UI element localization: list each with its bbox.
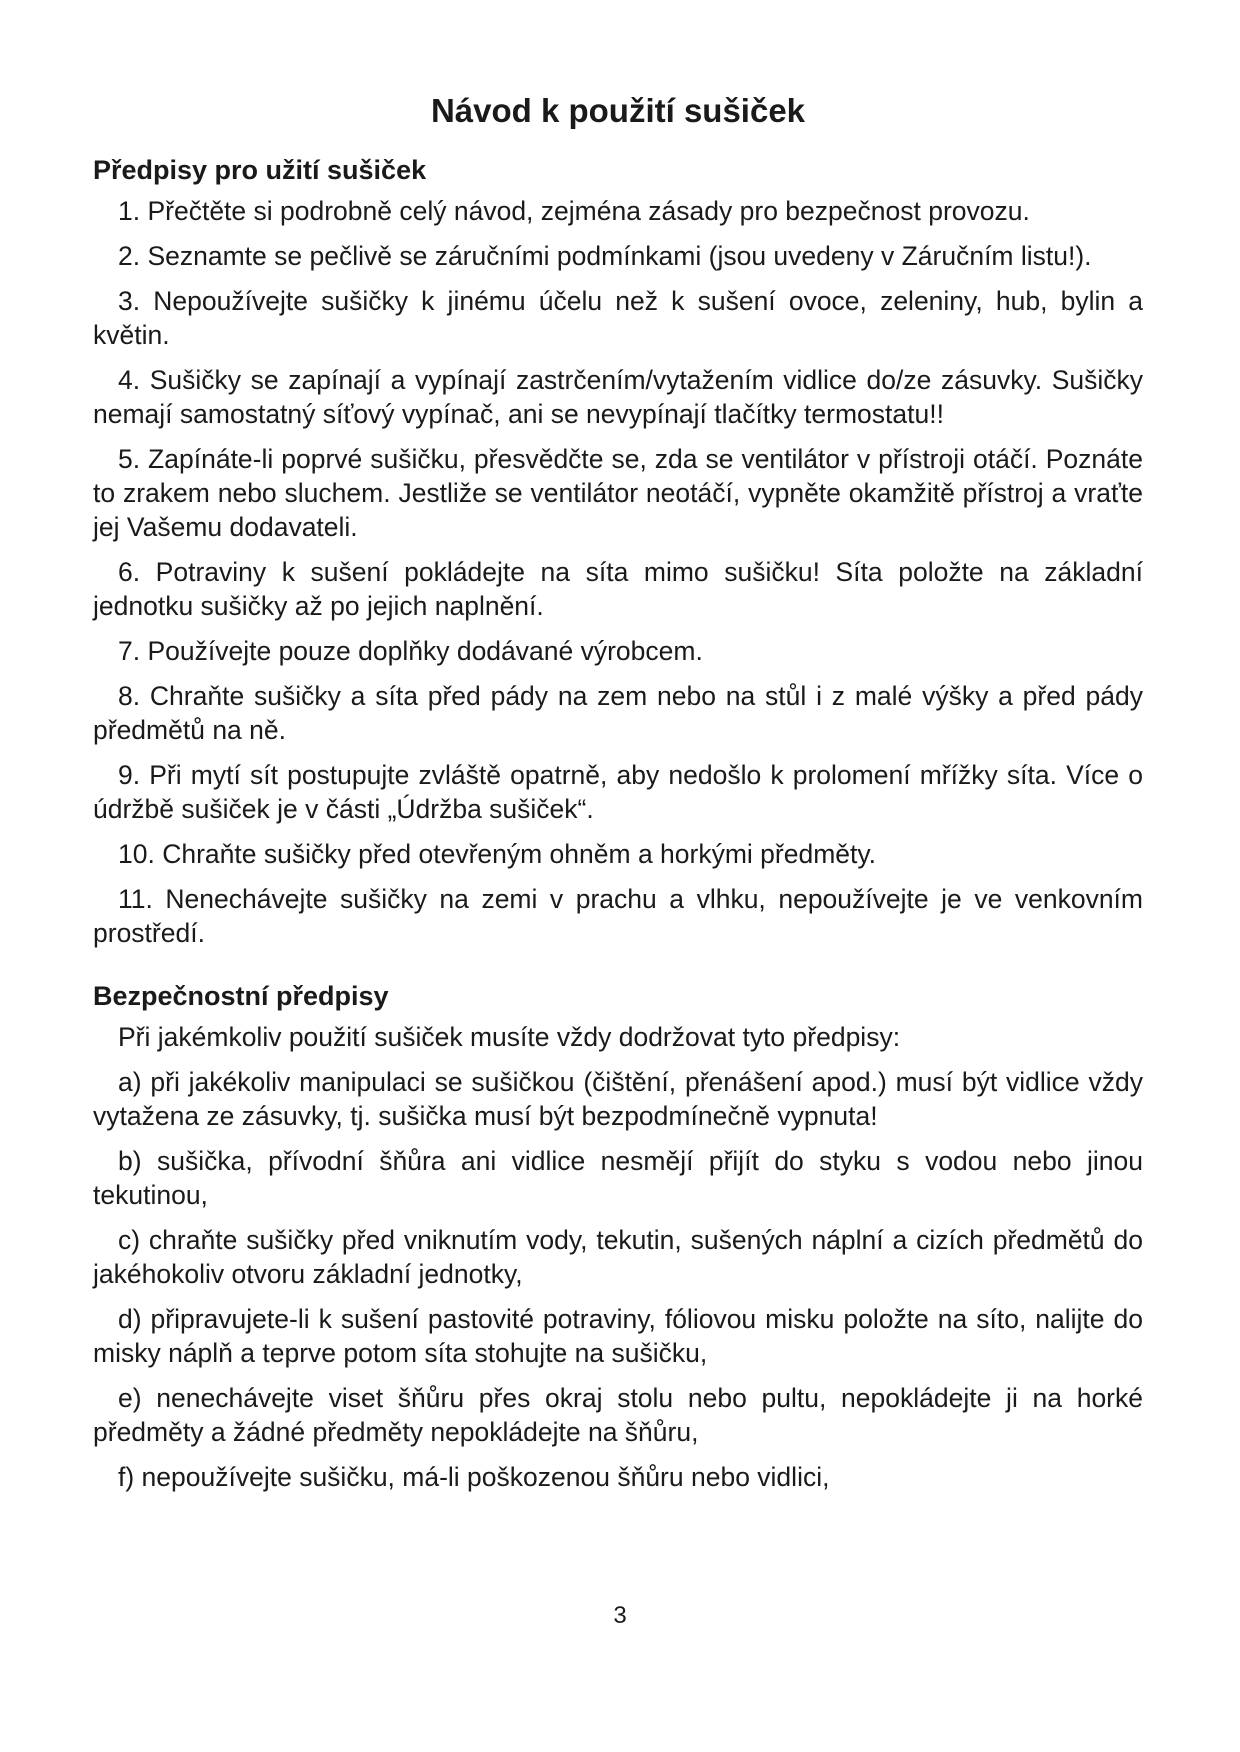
usage-rule-item: 11. Nenechávejte sušičky na zemi v prachu a vlhku, nepoužívejte je ve venkovním prostředí.: [93, 884, 1143, 948]
usage-rule-item: 6. Potraviny k sušení pokládejte na síta mimo sušičku! Síta položte na základní jednotku sušičky až po jejich naplnění.: [93, 557, 1143, 621]
safety-rule-item: d) připravujete-li k sušení pastovité potraviny, fóliovou misku položte na síto, nalijte do misky náplň a teprve potom síta stohujte na sušičku,: [93, 1304, 1143, 1368]
usage-rule-item: 4. Sušičky se zapínají a vypínají zastrčením/vytažením vidlice do/ze zásuvky. Sušičky nemají samostatný síťový vypínač, ani se nevypínají tlačítky termostatu!!: [93, 365, 1143, 429]
usage-rule-item: 1. Přečtěte si podrobně celý návod, zejména zásady pro bezpečnost provozu.: [118, 196, 1030, 226]
safety-rules-list: [93, 1065, 1143, 1494]
safety-rules-intro: Při jakémkoliv použití sušiček musíte vždy dodržovat tyto předpisy:: [118, 1022, 901, 1052]
safety-rule-item: e) nenechávejte viset šňůru přes okraj stolu nebo pultu, nepokládejte ji na horké předměty a žádné předměty nepokládejte na šňůru,: [93, 1383, 1143, 1447]
usage-rule-item: 10. Chraňte sušičky před otevřeným ohněm a horkými předměty.: [118, 839, 877, 869]
section-heading-safety-rules: Bezpečnostní předpisy: [93, 981, 389, 1011]
safety-rule-item: c) chraňte sušičky před vniknutím vody, tekutin, sušených náplní a cizích předmětů do jakéhokoliv otvoru základní jednotky,: [93, 1225, 1143, 1289]
usage-rule-item: 9. Při mytí sít postupujte zvláště opatrně, aby nedošlo k prolomení mřížky síta. Více o údržbě sušiček je v části „Údržba sušiček“.: [93, 760, 1143, 824]
document-page: [93, 92, 1143, 1505]
safety-rule-item: a) při jakékoliv manipulaci se sušičkou (čištění, přenášení apod.) musí být vidlice vždy vytažena ze zásuvky, tj. sušička musí být bezpodmínečně vypnuta!: [93, 1067, 1143, 1131]
page-number: 3: [613, 1602, 627, 1629]
safety-rule-item: b) sušička, přívodní šňůra ani vidlice nesmějí přijít do styku s vodou nebo jinou tekutinou,: [93, 1146, 1143, 1210]
safety-rule-item: f) nepoužívejte sušičku, má-li poškozenou šňůru nebo vidlici,: [118, 1462, 830, 1492]
document-title: Návod k použití sušiček: [430, 92, 806, 129]
usage-rules-list: [93, 194, 1143, 950]
usage-rule-item: 2. Seznamte se pečlivě se záručními podmínkami (jsou uvedeny v Záručním listu!).: [118, 241, 1092, 271]
section-heading-usage-rules: Předpisy pro užití sušiček: [93, 155, 427, 185]
usage-rule-item: 8. Chraňte sušičky a síta před pády na zem nebo na stůl i z malé výšky a před pády předmětů na ně.: [93, 681, 1143, 745]
usage-rule-item: 3. Nepoužívejte sušičky k jinému účelu než k sušení ovoce, zeleniny, hub, bylin a květin.: [93, 286, 1143, 350]
usage-rule-item: 7. Používejte pouze doplňky dodávané výrobcem.: [118, 636, 703, 666]
usage-rule-item: 5. Zapínáte-li poprvé sušičku, přesvědčte se, zda se ventilátor v přístroji otáčí. Poznáte to zrakem nebo sluchem. Jestliže se ventilátor neotáčí, vypněte okamžitě přístroj a vraťte jej Vašemu dodavateli.: [93, 444, 1143, 542]
